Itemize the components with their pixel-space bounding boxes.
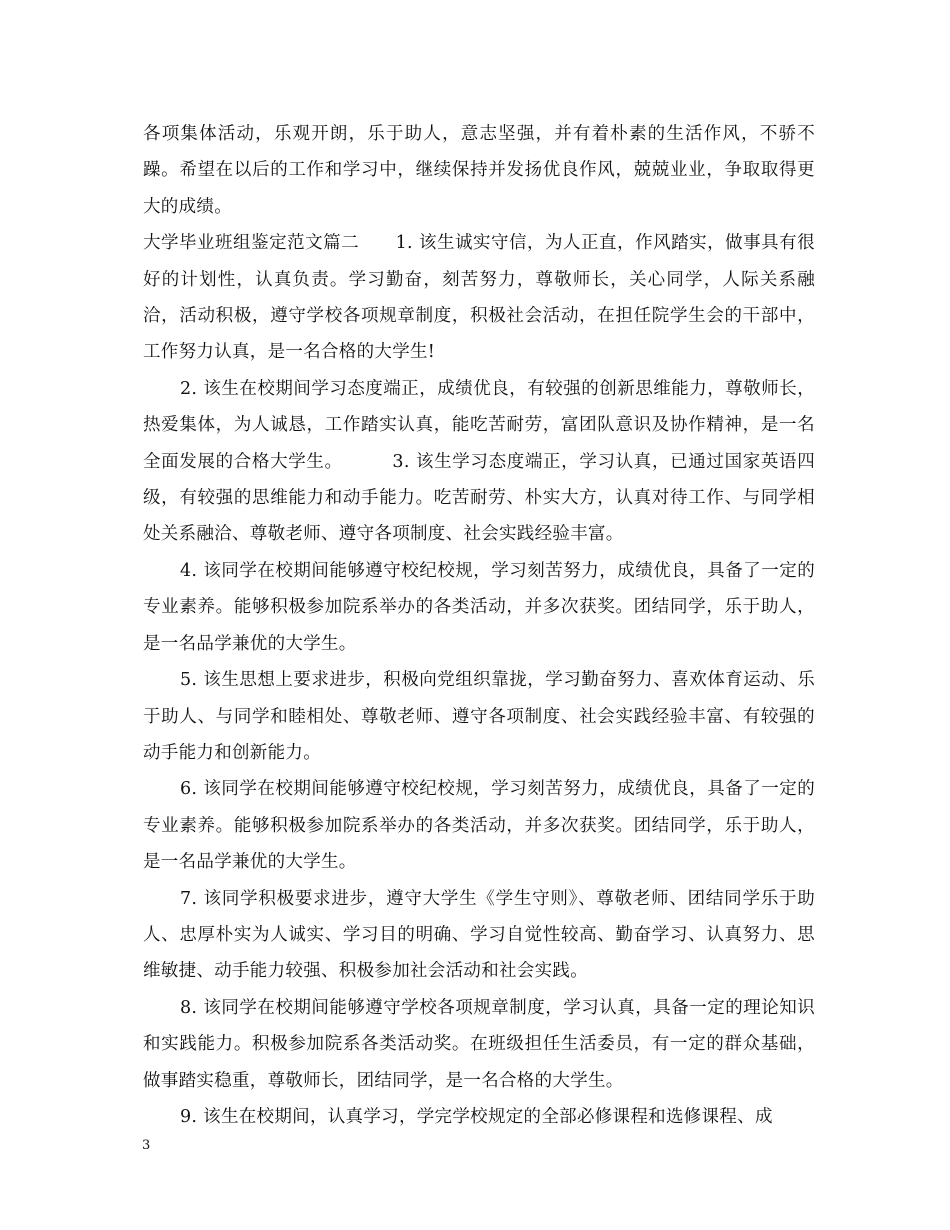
paragraph-5: 5. 该生思想上要求进步，积极向党组织靠拢，学习勤奋努力、喜欢体育运动、乐于助人、与同学和睦相处、尊敬老师、遵守各项制度、社会实践经验丰富、有较强的动手能力和创新能力。 [143, 670, 815, 763]
paragraph-3: 2. 该生在校期间学习态度端正，成绩优良，有较强的创新思维能力，尊敬师长，热爱集体，为人诚恳，工作踏实认真，能吃苦耐劳，富团队意识及协作精神，是一名全面发展的合格大学生。 3. 该生学习态度端正，学习认真，已通过国家英语四级，有较强的思维能力和动手能力。吃苦耐劳、朴实大方，认真对待工作、与同学相处关系融洽、尊敬老师、遵守各项制度、社会实践经验丰富。 [143, 378, 815, 545]
paragraph-7: 7. 该同学积极要求进步，遵守大学生《学生守则》、尊敬老师、团结同学乐于助人、忠厚朴实为人诚实、学习目的明确、学习自觉性较高、勤奋学习、认真努力、思维敏捷、动手能力较强、积极参加社会活动和社会实践。 [143, 888, 815, 982]
paragraph-8: 8. 该同学在校期间能够遵守学校各项规章制度，学习认真，具备一定的理论知识和实践能力。积极参加院系各类活动奖。在班级担任生活委员，有一定的群众基础，做事踏实稳重，尊敬师长，团结同学，是一名合格的大学生。 [143, 997, 815, 1091]
body-text [143, 116, 815, 1135]
paragraph-4: 4. 该同学在校期间能够遵守校纪校规，学习刻苦努力，成绩优良，具备了一定的专业素养。能够积极参加院系举办的各类活动，并多次获奖。团结同学，乐于助人，是一名品学兼优的大学生。 [143, 560, 815, 654]
paragraph-1: 各项集体活动，乐观开朗，乐于助人，意志坚强，并有着朴素的生活作风，不骄不躁。希望在以后的工作和学习中，继续保持并发扬优良作风，兢兢业业，争取取得更大的成绩。 [143, 124, 815, 217]
paragraph-9: 9. 该生在校期间，认真学习，学完学校规定的全部必修课程和选修课程、成 [180, 1106, 773, 1127]
paragraph-2: 大学毕业班组鉴定范文篇二 1. 该生诚实守信，为人正直，作风踏实，做事具有很好的计划性，认真负责。学习勤奋，刻苦努力，尊敬师长，关心同学，人际关系融洽，活动积极，遵守学校各项规章制度，积极社会活动，在担任院学生会的干部中，工作努力认真，是一名合格的大学生! [143, 233, 815, 363]
paragraph-6: 6. 该同学在校期间能够遵守校纪校规，学习刻苦努力，成绩优良，具备了一定的专业素养。能够积极参加院系举办的各类活动，并多次获奖。团结同学，乐于助人，是一名品学兼优的大学生。 [143, 779, 815, 873]
page-number: 3 [142, 1138, 151, 1153]
